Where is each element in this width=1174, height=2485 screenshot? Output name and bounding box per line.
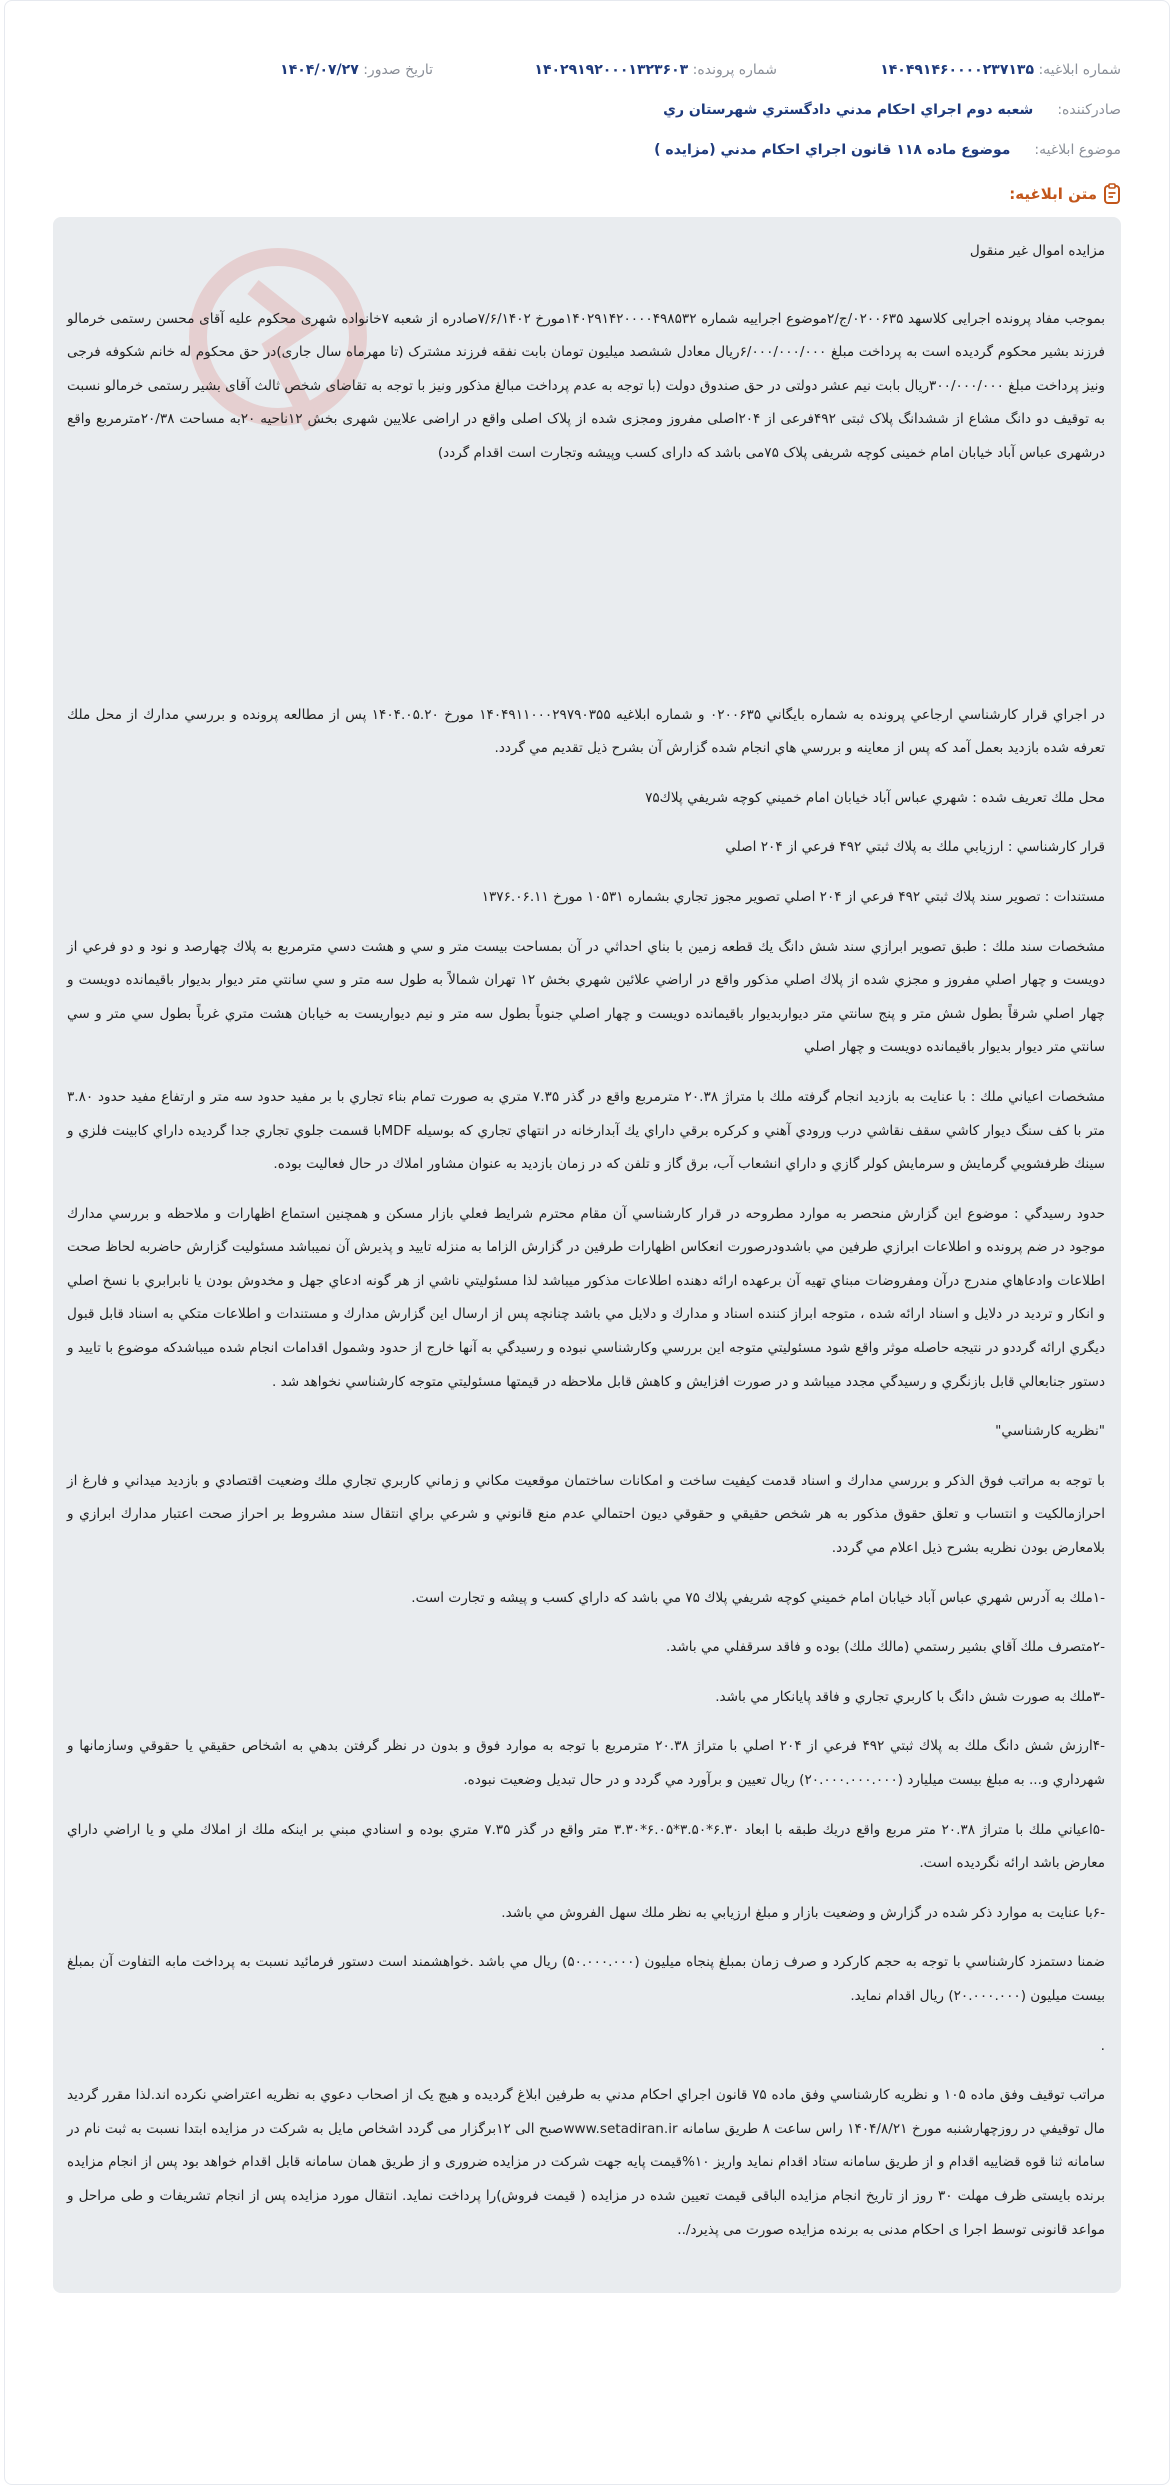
issuer-field	[53, 99, 1121, 121]
issue-date-field	[113, 59, 433, 81]
body-paragraph: در اجراي قرار كارشناسي ارجاعي پرونده به شماره بايگاني ۰۲۰۰۶۳۵ و شماره ابلاغيه ۱۴۰۴۹۱۱۰۰۰۲۹۷۹۰۳۵۵ مورخ ۱۴۰۴.۰۵.۲۰ پس از مطالعه پرونده و بررسي مدارك از محل ملك تعرفه شده بازديد بعمل آمد كه پس از معاينه و بررسي هاي انجام شده گزارش آن بشرح ذيل تقديم مي گردد.	[67, 706, 1105, 757]
subject-field	[53, 139, 1121, 161]
body-paragraph: حدود رسيدگي : موضوع اين گزارش منحصر به موارد مطروحه در قرار كارشناسي آن مقام محترم شرايط فعلي بازار مسكن و همچنين استماع اظهارات و ملاحظه و بررسي مدارك موجود در ضم پرونده و اطلاعات ابرازي طرفين مي باشدودرصورت انعكاس اظهارات طرفين در گزارش الزاما به منزله تاييد و پذيرش آن نمیباشد مسئوليت گزارش حاضربه لحاظ صحت اطلاعات وادعاهاي مندرج درآن ومفروضات مبناي تهيه آن برعهده ارائه دهنده اطلاعات مذكور ميباشد لذا مسئوليتي ناشي از هر گونه ادعاي جهل و مخدوش بودن يا نابرابري با نسخ اصلي و انكار و ترديد در دلايل و اسناد ارائه شده ، متوجه ابراز كننده اسناد و مدارك و دلايل مي باشد چنانچه پس از ارسال اين گزارش مدارك و مستندات و اطلاعات متكي به اسناد قابل قبول ديگري ارائه گرددو در نتيجه حاصله موثر واقع شود مسئوليتي متوجه اين بررسي وكارشناسي نبوده و رسيدگي به آنها خارج از حدود وشمول اقدامات انجام شده ميباشدكه موضوع با تاييد و دستور جنابعالي قابل بازنگري و رسيدگي مجدد ميباشد و در صورت افزايش و كاهش قابل ملاحظه در قيمتها مسئوليتي متوجه كارشناسي نخواهد شد .	[67, 1205, 1105, 1390]
body-paragraph: مشخصات اعياني ملك : با عنايت به بازديد انجام گرفته ملك با متراژ ۲۰.۳۸ مترمربع واقع در گذر ۷.۳۵ متري به صورت تمام بناء تجاري با بر مفيد حدود سه متر و ارتفاع مفيد حدود ۳.۸۰ متر با كف سنگ ديوار كاشي سقف نقاشي درب ورودي آهني و كركره برقي داراي يك آبدارخانه در انتهاي تجاري كه بوسيله MDFبا قسمت جلوي تجاري جدا گرديده داراي كابينت فلزي و سينك ظرفشويي گرمايش و سرمايش كولر گازي و داراي انشعاب آب، برق گاز و تلفن كه در زمان بازديد به عنوان مشاور املاك در حال فعاليت بوده.	[67, 1088, 1105, 1173]
notice-meta	[5, 59, 1169, 161]
body-paragraph: محل ملك تعريف شده : شهري عباس آباد خيابان امام خميني كوچه شريفي پلاك۷۵	[645, 789, 1105, 806]
notice-content	[53, 217, 1121, 2247]
notice-text-heading	[5, 183, 1121, 205]
body-paragraph: قرار كارشناسي : ارزيابي ملك به پلاك ثبتي ۴۹۲ فرعي از ۲۰۴ اصلي	[725, 839, 1105, 856]
case-number-label: شماره پرونده:	[692, 62, 777, 78]
notice-number-field	[801, 59, 1121, 81]
notice-number-value: ۱۴۰۴۹۱۴۶۰۰۰۰۲۳۷۱۳۵	[880, 62, 1034, 78]
issuer-label: صادرکننده:	[1057, 102, 1121, 118]
body-paragraph: با توجه به مراتب فوق الذكر و بررسي مدارك و اسناد قدمت كيفيت ساخت و امكانات ساختمان موقعيت مكاني و زماني كاربري تجاري ملك وضعيت اقتصادي و بازديد ميداني و فارغ از احرازمالكيت و انتساب و تعلق حقوق مذكور به هر شخص حقيقي و حقوقي ديون احتمالي عدم منع قانوني و شرعي براي انتقال سند مشروط بر احراز صحت اعتبار مدارك ابرازي و بلامعارض بودن نظريه بشرح ذيل اعلام مي گردد.	[67, 1472, 1105, 1557]
case-number-field	[457, 59, 777, 81]
body-paragraph: -۲متصرف ملك آقاي بشير رستمي (مالك ملك) بوده و فاقد سرقفلي مي باشد.	[665, 1639, 1105, 1656]
case-number-value: ۱۴۰۲۹۱۹۲۰۰۰۱۳۲۳۶۰۳	[534, 62, 689, 78]
subject-label: موضوع ابلاغیه:	[1034, 142, 1121, 158]
body-paragraph: "نظريه كارشناسي"	[995, 1423, 1105, 1440]
issue-date-label: تاریخ صدور:	[363, 62, 433, 78]
notice-body	[53, 217, 1121, 2293]
body-paragraph: .	[1100, 2037, 1105, 2054]
body-paragraph: مستندات : تصوير سند پلاك ثبتي ۴۹۲ فرعي از ۲۰۴ اصلي تصوير مجوز تجاري بشماره ۱۰۵۳۱ مورخ ۱۳۷۶.۰۶.۱۱	[481, 888, 1105, 905]
body-title: مزایده اموال غیر منقول	[969, 243, 1105, 259]
subject-value: موضوع ماده ۱۱۸ قانون اجراي احكام مدني (مزايده )	[654, 142, 1011, 158]
body-paragraph: -۴ارزش شش دانگ ملك به پلاك ثبتي ۴۹۲ فرعي از ۲۰۴ اصلي با متراژ ۲۰.۳۸ مترمربع با توجه به موارد فوق و بدون در نظر گرفتن بدهي به اشخاص حقيقي يا حقوقي وسازمانها و شهرداري و... به مبلغ بيست ميليارد (۲۰.۰۰۰.۰۰۰.۰۰۰) ريال تعيين و برآورد مي گردد و در حال تبديل وضعيت نبوده.	[67, 1738, 1105, 1788]
issuer-value: شعبه دوم اجراي احكام مدني دادگستري شهرستان ري	[663, 102, 1034, 118]
body-paragraph: -۵اعياني ملك با متراژ ۲۰.۳۸ متر مربع واقع دريك طبقه با ابعاد ۶.۳۰*۳.۵۰*۶.۰۵*۳.۳۰ متر واقع در گذر ۷.۳۵ متري بوده و اسنادي مبني بر اينكه ملك از املاك ملي و يا اراضي داراي معارض باشد ارائه نگرديده است.	[67, 1821, 1106, 1872]
notice-text-title: متن ابلاغیه:	[1009, 185, 1097, 203]
body-paragraph: -۱ملك به آدرس شهري عباس آباد خيابان امام خميني كوچه شريفي پلاك ۷۵ مي باشد كه داراي كسب و پيشه و تجارت است.	[411, 1589, 1105, 1606]
body-paragraph: -۳ملك به صورت شش دانگ با كاربري تجاري و فاقد پايانكار مي باشد.	[715, 1688, 1105, 1705]
notice-card	[4, 0, 1170, 2485]
meta-row-numbers	[53, 59, 1121, 81]
body-paragraph: مراتب توقیف وفق ماده ۱۰۵ و نظریه کارشناسي وفق ماده ۷۵ قانون اجراي احکام مدني به طرفين ابلاغ گرديده و هيچ یک از اصحاب دعوي به نظريه اعتراضي نکرده اند.لذا مقرر گرديد مال توقيفي در روزچهارشنبه مورخ ۱۴۰۴/۸/۲۱ راس ساعت ۸ طريق سامانه www.setadiran.irصبح الی ۱۲برگزار می گردد اشخاص مایل به شرکت در مزایده ابتدا نسبت به ثبت نام در سامانه ثنا قوه قضاییه اقدام و از طریق سامانه ستاد اقدام نماید واریز ۱۰%قیمت پایه جهت شرکت در مزایده ضروری و از طریق همان سامانه قابل اقدام خواهد بود پس از انجام مزایده برنده بایستی ظرف مهلت ۳۰ روز از تاریخ انجام مزایده الباقی قیمت تعیین شده در مزایده ( قیمت فروش)را پرداخت نماید. انتقال مورد مزایده پس از انجام تشریفات و طی مراحل و مواعد قانونی توسط اجرا ی احکام مدنی به برنده مزایده صورت می پذیرد/..	[67, 2087, 1106, 2238]
notice-number-label: شماره ابلاغیه:	[1038, 62, 1121, 78]
body-paragraph: بموجب مفاد پرونده اجرایی کلاسهد ۰۲۰۰۶۳۵/ج/۲موضوع اجراییه شماره ۱۴۰۲۹۱۴۲۰۰۰۰۴۹۸۵۳۲مورخ ۷/۶/۱۴۰۲صادره از شعبه ۷خانواده شهری محکوم علیه آقای محسن رستمی خرمالو فرزند بشیر محکوم گردیده است به پرداخت مبلغ ۶/۰۰۰/۰۰۰/۰۰۰ریال معادل ششصد میلیون تومان بابت نفقه فرزند مشترک (تا مهرماه سال جاری)در حق محکوم له خانم شکوفه فرجی ونیز پرداخت مبلغ ۳۰۰/۰۰۰/۰۰۰ریال بابت نیم عشر دولتی در حق صندوق دولت (با توجه به عدم پرداخت مبالغ مذکور ونیز با توجه به تقاضای شخص ثالث آقای بشیر رستمی خرمالو نسبت به توقیف دو دانگ مشاع از ششدانگ پلاک ثبتی ۴۹۲فرعی از ۲۰۴اصلی مفروز ومجزی شده از پلاک اصلی واقع در اراضی علایین شهری بخش ۱۲ناحیه ۲۰به مساحت ۲۰/۳۸مترمربع واقع درشهری عباس آباد خیابان امام خمینی کوچه شریفی پلاک ۷۵می باشد که دارای کسب وپیشه وتجارت است اقدام گردد)	[67, 310, 1105, 461]
document-icon	[1103, 183, 1121, 205]
body-paragraph: -۶با عنايت به موارد ذكر شده در گزارش و وضعيت بازار و مبلغ ارزيابي به نظر ملك سهل الفروش مي باشد.	[501, 1904, 1105, 1921]
body-paragraph: ضمنا دستمزد كارشناسي با توجه به حجم كاركرد و صرف زمان بمبلغ پنجاه ميليون (۵۰.۰۰۰.۰۰۰) ريال مي باشد .خواهشمند است دستور فرمائيد نسبت به پرداخت مابه التفاوت آن بمبلغ بيست ميليون (۲۰.۰۰۰.۰۰۰) ريال اقدام نمايد.	[67, 1954, 1105, 2004]
body-paragraph: مشخصات سند ملك : طبق تصوير ابرازي سند شش دانگ يك قطعه زمين با بناي احداثي در آن بمساحت بيست متر و سي و هشت دسي مترمربع به پلاك چهارصد و نود و دو فرعي از دويست و چهار اصلي مفروز و مجزي شده از پلاك اصلي مذكور واقع در اراضي علائين شهري بخش ۱۲ تهران شمالاً به طول سه متر و سي سانتي متر ديوار بديوار باقيمانده دويست و چهار اصلي شرقاً بطول شش متر و پنج سانتي متر ديواربديوار باقيمانده دويست و چهار اصلي جنوباً بطول سه متر و نيم ديواريست به خيابان هشت متري غرباً بطول سي متر و سي سانتي متر ديوار بديوار باقيمانده دويست و چهار اصلي	[67, 938, 1105, 1056]
issue-date-value: ۱۴۰۴/۰۷/۲۷	[280, 62, 359, 78]
